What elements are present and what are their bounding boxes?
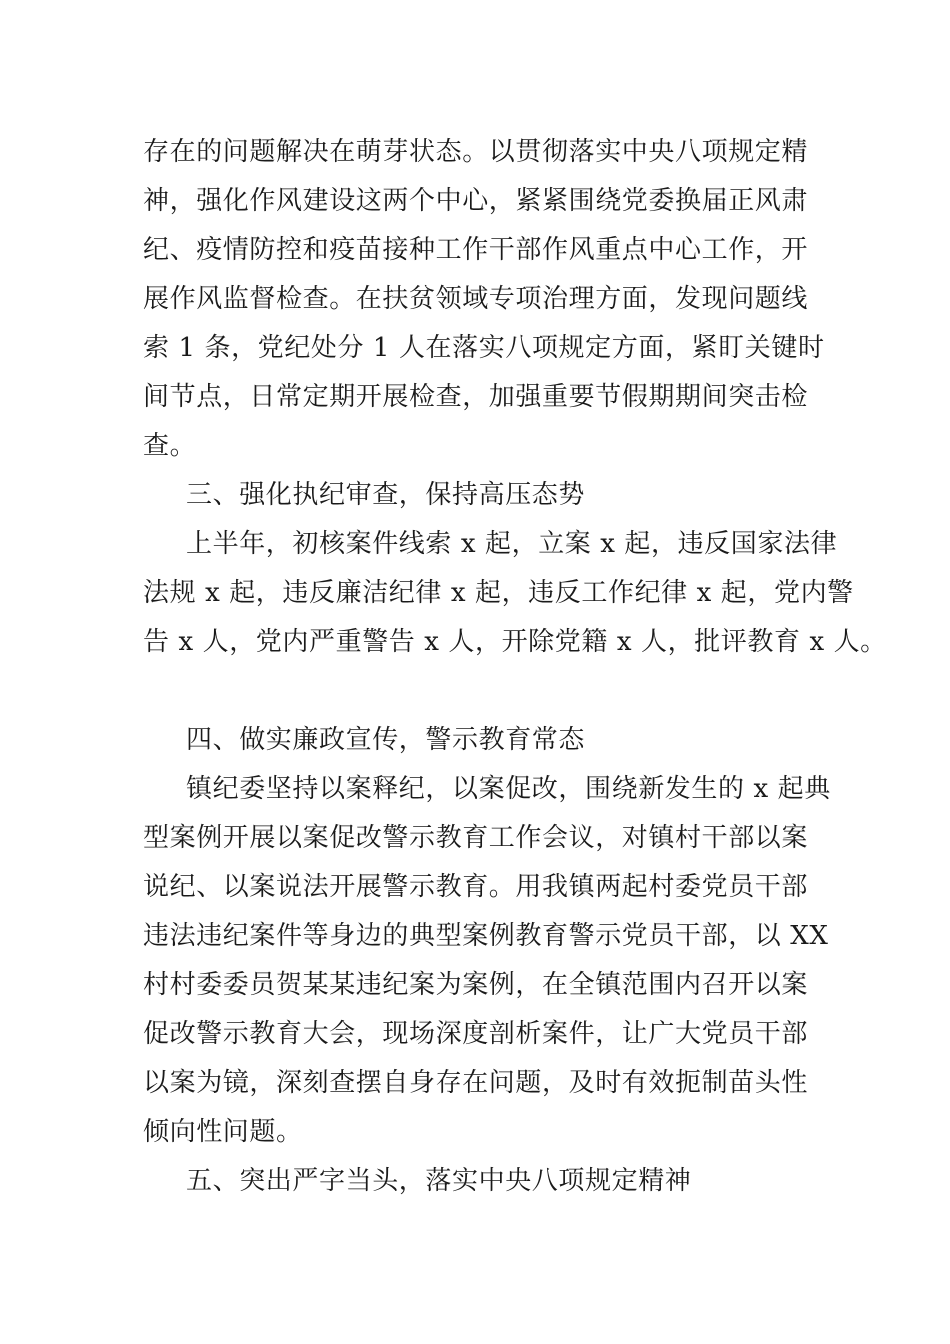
text-line: 存在的问题解决在萌芽状态。以贯彻落实中央八项规定精 xyxy=(143,137,809,167)
text-line: 索 1 条，党纪处分 1 人在落实八项规定方面，紧盯关键时 xyxy=(143,333,825,363)
text-line: 查。 xyxy=(143,431,197,461)
text-line: 间节点，日常定期开展检查，加强重要节假期期间突击检 xyxy=(143,382,809,412)
text-line: 违法违纪案件等身边的典型案例教育警示党员干部，以 XX xyxy=(143,921,829,951)
text-line: 法规 x 起，违反廉洁纪律 x 起，违反工作纪律 x 起，党内警 xyxy=(143,578,854,608)
text-line: 以案为镜，深刻查摆自身存在问题，及时有效扼制苗头性 xyxy=(143,1068,809,1098)
text-line: 纪、疫情防控和疫苗接种工作干部作风重点中心工作，开 xyxy=(143,235,809,265)
section-heading: 四、做实廉政宣传，警示教育常态 xyxy=(186,725,586,755)
text-line: 镇纪委坚持以案释纪，以案促改，围绕新发生的 x 起典 xyxy=(186,774,831,804)
text-line: 展作风监督检查。在扶贫领域专项治理方面，发现问题线 xyxy=(143,284,809,314)
section-heading: 五、突出严字当头，落实中央八项规定精神 xyxy=(186,1166,692,1196)
text-line: 村村委委员贺某某违纪案为案例，在全镇范围内召开以案 xyxy=(143,970,809,1000)
text-line: 说纪、以案说法开展警示教育。用我镇两起村委党员干部 xyxy=(143,872,809,902)
text-line: 神，强化作风建设这两个中心，紧紧围绕党委换届正风肃 xyxy=(143,186,809,216)
text-line: 型案例开展以案促改警示教育工作会议，对镇村干部以案 xyxy=(143,823,809,853)
section-heading: 三、强化执纪审查，保持高压态势 xyxy=(186,480,586,510)
text-line: 倾向性问题。 xyxy=(143,1117,303,1147)
text-line: 告 x 人，党内严重警告 x 人，开除党籍 x 人，批评教育 x 人。 xyxy=(143,627,887,657)
text-line: 上半年，初核案件线索 x 起，立案 x 起，违反国家法律 xyxy=(186,529,838,559)
text-line: 促改警示教育大会，现场深度剖析案件，让广大党员干部 xyxy=(143,1019,809,1049)
